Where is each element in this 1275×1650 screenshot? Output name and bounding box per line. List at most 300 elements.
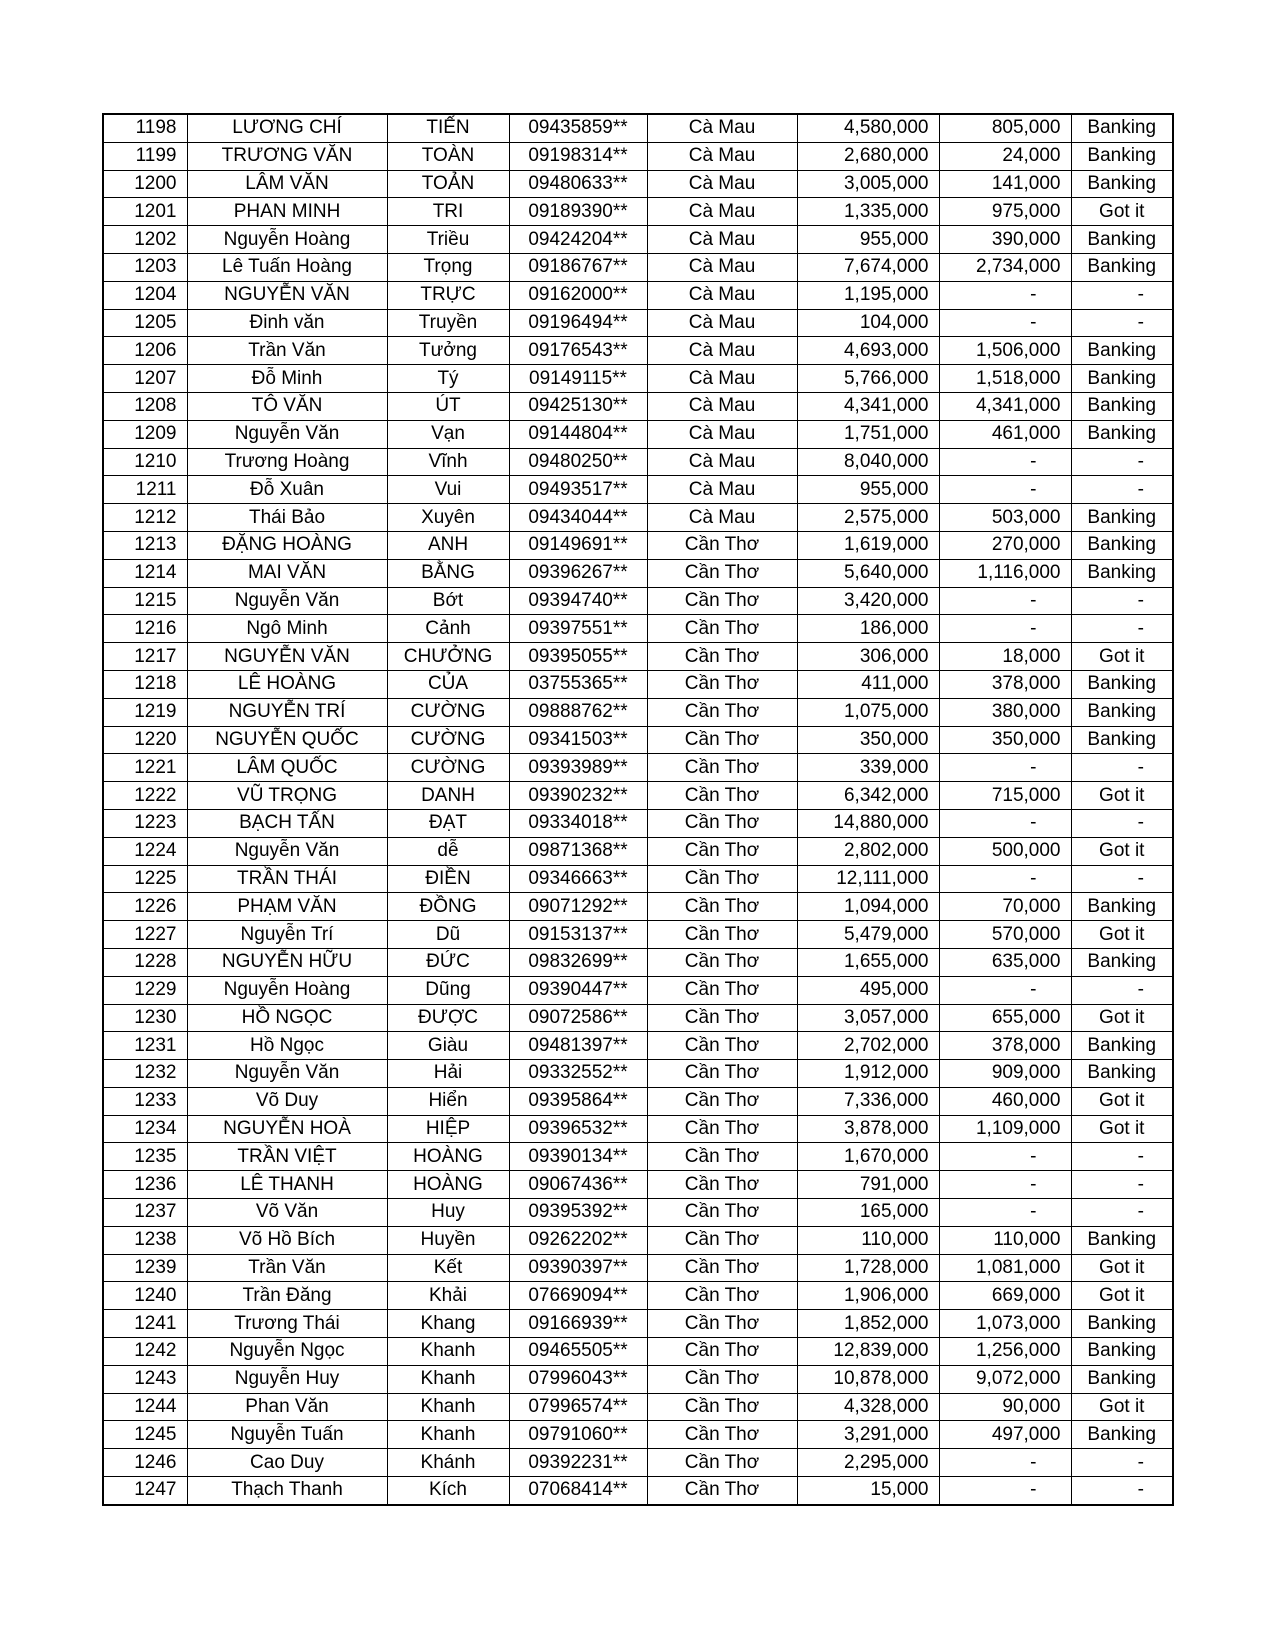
discount-cell: 497,000 <box>939 1421 1071 1449</box>
amount-cell: 110,000 <box>797 1226 939 1254</box>
surname-cell: Cao Duy <box>187 1449 387 1477</box>
surname-cell: NGUYỄN QUỐC <box>187 726 387 754</box>
surname-cell: TRƯƠNG VĂN <box>187 142 387 170</box>
province-cell: Cần Thơ <box>647 1171 797 1199</box>
table-row <box>103 1087 1173 1115</box>
payment-method-cell: Got it <box>1071 198 1173 226</box>
row-number-cell: 1210 <box>103 448 187 476</box>
phone-cell: 07068414** <box>509 1477 647 1505</box>
payment-method-cell: Got it <box>1071 921 1173 949</box>
phone-cell: 09493517** <box>509 476 647 504</box>
amount-cell: 1,195,000 <box>797 281 939 309</box>
surname-cell: MAI VĂN <box>187 559 387 587</box>
amount-cell: 955,000 <box>797 226 939 254</box>
phone-cell: 09871368** <box>509 837 647 865</box>
surname-cell: Lê Tuấn Hoàng <box>187 253 387 281</box>
row-number-cell: 1238 <box>103 1226 187 1254</box>
surname-cell: NGUYỄN VĂN <box>187 643 387 671</box>
payment-method-cell: - <box>1071 587 1173 615</box>
amount-cell: 306,000 <box>797 643 939 671</box>
phone-cell: 09332552** <box>509 1060 647 1088</box>
discount-cell: 635,000 <box>939 948 1071 976</box>
row-number-cell: 1198 <box>103 114 187 142</box>
province-cell: Cần Thơ <box>647 1254 797 1282</box>
given-name-cell: HOÀNG <box>387 1171 509 1199</box>
table-row <box>103 948 1173 976</box>
given-name-cell: Tý <box>387 365 509 393</box>
phone-cell: 09791060** <box>509 1421 647 1449</box>
province-cell: Cần Thơ <box>647 1115 797 1143</box>
payment-method-cell: Got it <box>1071 782 1173 810</box>
row-number-cell: 1216 <box>103 615 187 643</box>
given-name-cell: Hiển <box>387 1087 509 1115</box>
row-number-cell: 1205 <box>103 309 187 337</box>
phone-cell: 09262202** <box>509 1226 647 1254</box>
discount-cell: 805,000 <box>939 114 1071 142</box>
province-cell: Cần Thơ <box>647 615 797 643</box>
phone-cell: 07996043** <box>509 1365 647 1393</box>
row-number-cell: 1236 <box>103 1171 187 1199</box>
surname-cell: Trần Văn <box>187 1254 387 1282</box>
given-name-cell: Bớt <box>387 587 509 615</box>
amount-cell: 1,751,000 <box>797 420 939 448</box>
row-number-cell: 1204 <box>103 281 187 309</box>
amount-cell: 12,111,000 <box>797 865 939 893</box>
province-cell: Cần Thơ <box>647 1199 797 1227</box>
row-number-cell: 1211 <box>103 476 187 504</box>
row-number-cell: 1232 <box>103 1060 187 1088</box>
row-number-cell: 1243 <box>103 1365 187 1393</box>
given-name-cell: BẰNG <box>387 559 509 587</box>
amount-cell: 1,075,000 <box>797 698 939 726</box>
given-name-cell: ĐƯỢC <box>387 1004 509 1032</box>
amount-cell: 1,906,000 <box>797 1282 939 1310</box>
given-name-cell: Khanh <box>387 1393 509 1421</box>
payment-method-cell: Banking <box>1071 337 1173 365</box>
data-table <box>102 113 1174 1506</box>
province-cell: Cần Thơ <box>647 809 797 837</box>
province-cell: Cần Thơ <box>647 837 797 865</box>
given-name-cell: Khanh <box>387 1365 509 1393</box>
table-row <box>103 670 1173 698</box>
amount-cell: 350,000 <box>797 726 939 754</box>
row-number-cell: 1200 <box>103 170 187 198</box>
province-cell: Cần Thơ <box>647 1310 797 1338</box>
discount-cell: - <box>939 1199 1071 1227</box>
province-cell: Cần Thơ <box>647 1282 797 1310</box>
amount-cell: 2,802,000 <box>797 837 939 865</box>
given-name-cell: CHƯỞNG <box>387 643 509 671</box>
table-row <box>103 226 1173 254</box>
table-row <box>103 448 1173 476</box>
discount-cell: 9,072,000 <box>939 1365 1071 1393</box>
row-number-cell: 1234 <box>103 1115 187 1143</box>
phone-cell: 09481397** <box>509 1032 647 1060</box>
amount-cell: 5,766,000 <box>797 365 939 393</box>
discount-cell: 378,000 <box>939 670 1071 698</box>
given-name-cell: Tưởng <box>387 337 509 365</box>
payment-method-cell: - <box>1071 1199 1173 1227</box>
table-row <box>103 1115 1173 1143</box>
payment-method-cell: - <box>1071 865 1173 893</box>
amount-cell: 165,000 <box>797 1199 939 1227</box>
phone-cell: 09341503** <box>509 726 647 754</box>
province-cell: Cần Thơ <box>647 1338 797 1366</box>
row-number-cell: 1209 <box>103 420 187 448</box>
table-row <box>103 337 1173 365</box>
phone-cell: 09346663** <box>509 865 647 893</box>
given-name-cell: Truyền <box>387 309 509 337</box>
row-number-cell: 1221 <box>103 754 187 782</box>
surname-cell: Nguyễn Tuấn <box>187 1421 387 1449</box>
surname-cell: Trương Hoàng <box>187 448 387 476</box>
discount-cell: 1,518,000 <box>939 365 1071 393</box>
row-number-cell: 1225 <box>103 865 187 893</box>
province-cell: Cà Mau <box>647 114 797 142</box>
discount-cell: - <box>939 809 1071 837</box>
province-cell: Cần Thơ <box>647 754 797 782</box>
payment-method-cell: - <box>1071 448 1173 476</box>
discount-cell: 655,000 <box>939 1004 1071 1032</box>
table-row <box>103 1199 1173 1227</box>
payment-method-cell: Banking <box>1071 226 1173 254</box>
surname-cell: Nguyễn Văn <box>187 420 387 448</box>
given-name-cell: Khánh <box>387 1449 509 1477</box>
amount-cell: 3,005,000 <box>797 170 939 198</box>
payment-method-cell: Got it <box>1071 1282 1173 1310</box>
province-cell: Cần Thơ <box>647 726 797 754</box>
row-number-cell: 1213 <box>103 531 187 559</box>
discount-cell: 141,000 <box>939 170 1071 198</box>
amount-cell: 411,000 <box>797 670 939 698</box>
surname-cell: LÂM QUỐC <box>187 754 387 782</box>
payment-method-cell: - <box>1071 976 1173 1004</box>
amount-cell: 5,479,000 <box>797 921 939 949</box>
surname-cell: Đinh văn <box>187 309 387 337</box>
province-cell: Cần Thơ <box>647 1365 797 1393</box>
table-row <box>103 1004 1173 1032</box>
table-row <box>103 1421 1173 1449</box>
given-name-cell: ĐẠT <box>387 809 509 837</box>
discount-cell: - <box>939 1449 1071 1477</box>
phone-cell: 09888762** <box>509 698 647 726</box>
amount-cell: 4,580,000 <box>797 114 939 142</box>
given-name-cell: Trọng <box>387 253 509 281</box>
province-cell: Cà Mau <box>647 170 797 198</box>
payment-method-cell: Banking <box>1071 726 1173 754</box>
phone-cell: 09162000** <box>509 281 647 309</box>
surname-cell: Nguyễn Huy <box>187 1365 387 1393</box>
payment-method-cell: Banking <box>1071 1032 1173 1060</box>
amount-cell: 6,342,000 <box>797 782 939 810</box>
table-row <box>103 1143 1173 1171</box>
table-row <box>103 754 1173 782</box>
surname-cell: Võ Văn <box>187 1199 387 1227</box>
phone-cell: 09144804** <box>509 420 647 448</box>
given-name-cell: ĐIỀN <box>387 865 509 893</box>
payment-method-cell: Got it <box>1071 837 1173 865</box>
discount-cell: - <box>939 1477 1071 1505</box>
payment-method-cell: Banking <box>1071 1226 1173 1254</box>
row-number-cell: 1202 <box>103 226 187 254</box>
payment-method-cell: Banking <box>1071 365 1173 393</box>
given-name-cell: HOÀNG <box>387 1143 509 1171</box>
province-cell: Cần Thơ <box>647 1087 797 1115</box>
amount-cell: 1,852,000 <box>797 1310 939 1338</box>
row-number-cell: 1240 <box>103 1282 187 1310</box>
surname-cell: LÂM VĂN <box>187 170 387 198</box>
phone-cell: 09435859** <box>509 114 647 142</box>
table-row <box>103 142 1173 170</box>
table-row <box>103 559 1173 587</box>
province-cell: Cà Mau <box>647 226 797 254</box>
discount-cell: 350,000 <box>939 726 1071 754</box>
amount-cell: 2,702,000 <box>797 1032 939 1060</box>
given-name-cell: Vui <box>387 476 509 504</box>
province-cell: Cà Mau <box>647 337 797 365</box>
discount-cell: - <box>939 1143 1071 1171</box>
discount-cell: 1,109,000 <box>939 1115 1071 1143</box>
discount-cell: - <box>939 448 1071 476</box>
surname-cell: TRẦN THÁI <box>187 865 387 893</box>
given-name-cell: CƯỜNG <box>387 726 509 754</box>
table-row <box>103 114 1173 142</box>
discount-cell: 378,000 <box>939 1032 1071 1060</box>
surname-cell: Nguyễn Ngọc <box>187 1338 387 1366</box>
given-name-cell: Huy <box>387 1199 509 1227</box>
province-cell: Cà Mau <box>647 281 797 309</box>
phone-cell: 09189390** <box>509 198 647 226</box>
discount-cell: 4,341,000 <box>939 392 1071 420</box>
row-number-cell: 1235 <box>103 1143 187 1171</box>
amount-cell: 1,619,000 <box>797 531 939 559</box>
surname-cell: TRẦN VIỆT <box>187 1143 387 1171</box>
surname-cell: Trương Thái <box>187 1310 387 1338</box>
discount-cell: 1,116,000 <box>939 559 1071 587</box>
surname-cell: Võ Hồ Bích <box>187 1226 387 1254</box>
payment-method-cell: Banking <box>1071 893 1173 921</box>
given-name-cell: Dũng <box>387 976 509 1004</box>
amount-cell: 186,000 <box>797 615 939 643</box>
table-row <box>103 1310 1173 1338</box>
table-row <box>103 1477 1173 1505</box>
province-cell: Cần Thơ <box>647 976 797 1004</box>
row-number-cell: 1206 <box>103 337 187 365</box>
phone-cell: 09425130** <box>509 392 647 420</box>
amount-cell: 15,000 <box>797 1477 939 1505</box>
discount-cell: - <box>939 865 1071 893</box>
row-number-cell: 1227 <box>103 921 187 949</box>
amount-cell: 3,878,000 <box>797 1115 939 1143</box>
table-row <box>103 1060 1173 1088</box>
discount-cell: 390,000 <box>939 226 1071 254</box>
surname-cell: Nguyễn Văn <box>187 837 387 865</box>
province-cell: Cần Thơ <box>647 698 797 726</box>
amount-cell: 3,291,000 <box>797 1421 939 1449</box>
table-row <box>103 893 1173 921</box>
phone-cell: 09832699** <box>509 948 647 976</box>
given-name-cell: CỦA <box>387 670 509 698</box>
amount-cell: 4,341,000 <box>797 392 939 420</box>
row-number-cell: 1244 <box>103 1393 187 1421</box>
table-row <box>103 782 1173 810</box>
payment-method-cell: Banking <box>1071 531 1173 559</box>
amount-cell: 12,839,000 <box>797 1338 939 1366</box>
payment-method-cell: Got it <box>1071 1115 1173 1143</box>
payment-method-cell: Banking <box>1071 1338 1173 1366</box>
discount-cell: - <box>939 309 1071 337</box>
given-name-cell: Dũ <box>387 921 509 949</box>
discount-cell: - <box>939 476 1071 504</box>
payment-method-cell: Got it <box>1071 643 1173 671</box>
province-cell: Cần Thơ <box>647 559 797 587</box>
payment-method-cell: Banking <box>1071 114 1173 142</box>
payment-method-cell: - <box>1071 309 1173 337</box>
given-name-cell: TRỰC <box>387 281 509 309</box>
phone-cell: 09067436** <box>509 1171 647 1199</box>
phone-cell: 09434044** <box>509 504 647 532</box>
phone-cell: 09395392** <box>509 1199 647 1227</box>
discount-cell: 500,000 <box>939 837 1071 865</box>
row-number-cell: 1215 <box>103 587 187 615</box>
given-name-cell: Kết <box>387 1254 509 1282</box>
phone-cell: 09390447** <box>509 976 647 1004</box>
surname-cell: PHẠM VĂN <box>187 893 387 921</box>
surname-cell: PHAN MINH <box>187 198 387 226</box>
province-cell: Cần Thơ <box>647 643 797 671</box>
amount-cell: 791,000 <box>797 1171 939 1199</box>
discount-cell: 1,256,000 <box>939 1338 1071 1366</box>
province-cell: Cần Thơ <box>647 1004 797 1032</box>
row-number-cell: 1231 <box>103 1032 187 1060</box>
phone-cell: 09072586** <box>509 1004 647 1032</box>
surname-cell: TÔ VĂN <box>187 392 387 420</box>
payment-method-cell: - <box>1071 809 1173 837</box>
province-cell: Cà Mau <box>647 420 797 448</box>
phone-cell: 09196494** <box>509 309 647 337</box>
province-cell: Cần Thơ <box>647 1421 797 1449</box>
given-name-cell: Khanh <box>387 1421 509 1449</box>
payment-method-cell: - <box>1071 1171 1173 1199</box>
surname-cell: BẠCH TẤN <box>187 809 387 837</box>
surname-cell: LÊ THANH <box>187 1171 387 1199</box>
given-name-cell: CƯỜNG <box>387 698 509 726</box>
discount-cell: 90,000 <box>939 1393 1071 1421</box>
given-name-cell: DANH <box>387 782 509 810</box>
row-number-cell: 1199 <box>103 142 187 170</box>
surname-cell: Nguyễn Hoàng <box>187 976 387 1004</box>
payment-method-cell: Banking <box>1071 1310 1173 1338</box>
amount-cell: 1,670,000 <box>797 1143 939 1171</box>
discount-cell: 1,073,000 <box>939 1310 1071 1338</box>
province-cell: Cần Thơ <box>647 921 797 949</box>
discount-cell: 2,734,000 <box>939 253 1071 281</box>
discount-cell: 503,000 <box>939 504 1071 532</box>
surname-cell: VŨ TRỌNG <box>187 782 387 810</box>
amount-cell: 14,880,000 <box>797 809 939 837</box>
given-name-cell: Kích <box>387 1477 509 1505</box>
province-cell: Cần Thơ <box>647 865 797 893</box>
payment-method-cell: Banking <box>1071 392 1173 420</box>
phone-cell: 09397551** <box>509 615 647 643</box>
amount-cell: 1,094,000 <box>797 893 939 921</box>
amount-cell: 1,655,000 <box>797 948 939 976</box>
given-name-cell: CƯỜNG <box>387 754 509 782</box>
phone-cell: 09334018** <box>509 809 647 837</box>
row-number-cell: 1226 <box>103 893 187 921</box>
surname-cell: LÊ HOÀNG <box>187 670 387 698</box>
table-row <box>103 198 1173 226</box>
payment-method-cell: Banking <box>1071 170 1173 198</box>
amount-cell: 339,000 <box>797 754 939 782</box>
table-row <box>103 1254 1173 1282</box>
given-name-cell: TOẢN <box>387 170 509 198</box>
table-row <box>103 837 1173 865</box>
discount-cell: - <box>939 281 1071 309</box>
surname-cell: NGUYỄN HOÀ <box>187 1115 387 1143</box>
payment-method-cell: Banking <box>1071 948 1173 976</box>
table-row <box>103 253 1173 281</box>
payment-method-cell: Got it <box>1071 1254 1173 1282</box>
amount-cell: 8,040,000 <box>797 448 939 476</box>
phone-cell: 09186767** <box>509 253 647 281</box>
phone-cell: 03755365** <box>509 670 647 698</box>
discount-cell: 270,000 <box>939 531 1071 559</box>
row-number-cell: 1214 <box>103 559 187 587</box>
amount-cell: 2,295,000 <box>797 1449 939 1477</box>
surname-cell: Võ Duy <box>187 1087 387 1115</box>
payment-method-cell: Banking <box>1071 698 1173 726</box>
discount-cell: - <box>939 754 1071 782</box>
surname-cell: LƯƠNG CHÍ <box>187 114 387 142</box>
table-row <box>103 309 1173 337</box>
row-number-cell: 1217 <box>103 643 187 671</box>
amount-cell: 1,912,000 <box>797 1060 939 1088</box>
phone-cell: 09392231** <box>509 1449 647 1477</box>
payment-method-cell: Banking <box>1071 670 1173 698</box>
row-number-cell: 1208 <box>103 392 187 420</box>
phone-cell: 09390232** <box>509 782 647 810</box>
province-cell: Cần Thơ <box>647 1477 797 1505</box>
payment-method-cell: - <box>1071 1143 1173 1171</box>
payment-method-cell: - <box>1071 1477 1173 1505</box>
row-number-cell: 1218 <box>103 670 187 698</box>
province-cell: Cần Thơ <box>647 1449 797 1477</box>
payment-method-cell: Banking <box>1071 1365 1173 1393</box>
table-row <box>103 1393 1173 1421</box>
table-row <box>103 1449 1173 1477</box>
table-row <box>103 615 1173 643</box>
phone-cell: 09149115** <box>509 365 647 393</box>
table-row <box>103 1226 1173 1254</box>
table-row <box>103 476 1173 504</box>
table-row <box>103 698 1173 726</box>
amount-cell: 10,878,000 <box>797 1365 939 1393</box>
row-number-cell: 1230 <box>103 1004 187 1032</box>
phone-cell: 09390397** <box>509 1254 647 1282</box>
phone-cell: 09396532** <box>509 1115 647 1143</box>
surname-cell: Ngô Minh <box>187 615 387 643</box>
amount-cell: 495,000 <box>797 976 939 1004</box>
amount-cell: 2,575,000 <box>797 504 939 532</box>
row-number-cell: 1207 <box>103 365 187 393</box>
discount-cell: 975,000 <box>939 198 1071 226</box>
table-row <box>103 587 1173 615</box>
row-number-cell: 1233 <box>103 1087 187 1115</box>
given-name-cell: TOÀN <box>387 142 509 170</box>
phone-cell: 09424204** <box>509 226 647 254</box>
discount-cell: 380,000 <box>939 698 1071 726</box>
